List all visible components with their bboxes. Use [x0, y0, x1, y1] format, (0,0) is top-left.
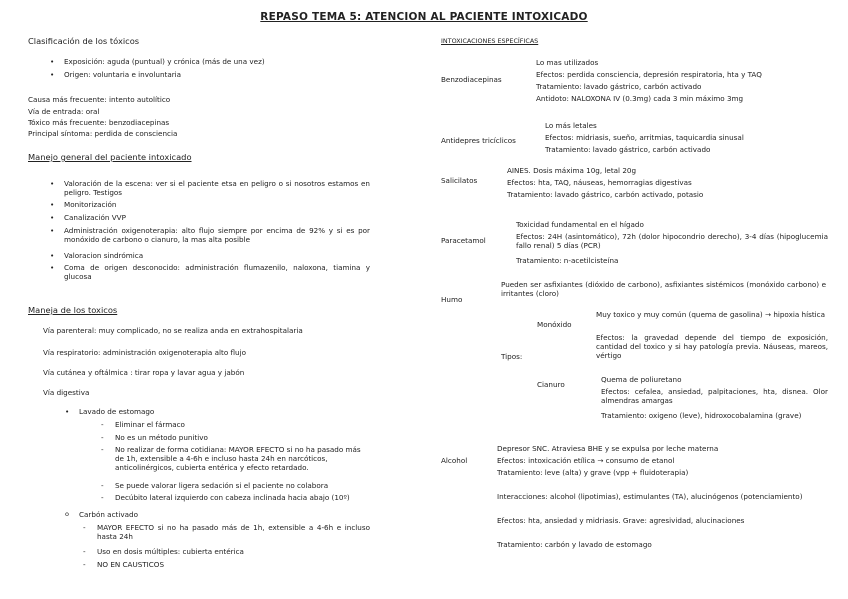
clasificacion-bullet: • Exposición: aguda (puntual) y crónica (más de una vez)	[64, 57, 265, 66]
salicilatos-line: Tratamiento: lavado gástrico, carbón activado, potasio	[507, 190, 704, 199]
paracetamol-line: Efectos: 24H (asintomático), 72h (dolor hipocondrio derecho), 3-4 días (hipoglucemia fallo renal) 5 días (PCR)	[516, 232, 828, 250]
monoxido-line: Muy toxico y muy común (quema de gasolina) → hipoxia hística	[596, 310, 826, 319]
salicilatos-line: Efectos: hta, TAQ, náuseas, hemorragias digestivas	[507, 178, 692, 187]
lavado-item: - Se puede valorar ligera sedación si el paciente no colabora	[115, 481, 328, 490]
antidep-line: Lo más letales	[545, 121, 597, 130]
clasificacion-bullet: • Origen: voluntaria e involuntaria	[64, 70, 181, 79]
lavado-item: - Decúbito lateral izquierdo con cabeza inclinada hacia abajo (10º)	[115, 493, 350, 502]
antidep-line: Efectos: midriasis, sueño, arritmias, taquicardia sinusal	[545, 133, 744, 142]
carbon-item: - Uso en dosis múltiples: cubierta entérica	[97, 547, 244, 556]
salicilatos-label: Salicilatos	[441, 176, 478, 185]
lavado-item: - No realizar de forma cotidiana: MAYOR EFECTO si no ha pasado más de 1h, extensible a 4-6h e incluso hasta 24h en narcóticos, anticolinérgicos, cubierta entérica y efecto retardado.	[115, 445, 370, 472]
manejo-bullet: • Monitorización	[64, 200, 116, 209]
via-respiratoria: Vía respiratorio: administración oxigenoterapia alto flujo	[43, 348, 246, 357]
manejo-bullet: • Coma de origen desconocido: administración flumazenilo, naloxona, tiamina y glucosa	[64, 263, 370, 281]
specific-heading: INTOXICACIONES ESPECÍFICAS	[441, 37, 539, 45]
carbon-label: o Carbón activado	[79, 510, 138, 519]
via-cutanea: Vía cutánea y oftálmica : tirar ropa y lavar agua y jabón	[43, 368, 245, 377]
carbon-item: - MAYOR EFECTO si no ha pasado más de 1h, extensible a 4-6h e incluso hasta 24h	[97, 523, 370, 541]
salicilatos-line: AINES. Dosis máxima 10g, letal 20g	[507, 166, 637, 175]
toxico-line: Tóxico más frecuente: benzodiacepinas	[28, 118, 170, 127]
humo-tipos: Tipos:	[501, 352, 523, 361]
paracetamol-label: Paracetamol	[441, 236, 486, 245]
via-line: Vía de entrada: oral	[28, 107, 100, 116]
cianuro-line: Quema de poliuretano	[601, 375, 682, 384]
alcohol-line: Efectos: intoxicación etílica → consumo de etanol	[497, 456, 675, 465]
lavado-item: - Eliminar el fármaco	[115, 420, 185, 429]
benzo-label: Benzodiacepinas	[441, 75, 502, 84]
clasificacion-heading: Clasificación de los tóxicos	[28, 36, 140, 46]
monoxido-label: Monóxido	[537, 320, 572, 329]
cianuro-line: Tratamiento: oxigeno (leve), hidroxocobalamina (grave)	[601, 411, 802, 420]
benzo-line: Antidoto: NALOXONA IV (0.3mg) cada 3 min máximo 3mg	[536, 94, 744, 103]
benzo-line: Tratamiento: lavado gástrico, carbón activado	[536, 82, 702, 91]
alcohol-line: Efectos: hta, ansiedad y midriasis. Grave: agresividad, alucinaciones	[497, 516, 745, 525]
manejo-bullet: • Canalización VVP	[64, 213, 126, 222]
alcohol-line: Tratamiento: carbón y lavado de estomago	[497, 540, 652, 549]
lavado-item: - No es un método punitivo	[115, 433, 208, 442]
antidep-label: Antidepres tricíclicos	[441, 136, 516, 145]
benzo-line: Lo mas utilizados	[536, 58, 599, 67]
alcohol-line: Interacciones: alcohol (lipotimias), estimulantes (TA), alucinógenos (potenciamiento)	[497, 492, 803, 501]
manejo-bullet: • Administración oxigenoterapia: alto flujo siempre por encima de 92% y si es por monóxido de carbono o cianuro, la mas alta posible	[64, 226, 370, 244]
manejo-general-heading: Manejo general del paciente intoxicado	[28, 152, 192, 162]
cianuro-line: Efectos: cefalea, ansiedad, palpitaciones, hta, disnea. Olor almendras amargas	[601, 387, 828, 405]
causa-line: Causa más frecuente: intento autolítico	[28, 95, 171, 104]
via-digestiva: Vía digestiva	[43, 388, 90, 397]
lavado-label: • Lavado de estomago	[79, 407, 154, 416]
cianuro-label: Cianuro	[537, 380, 565, 389]
sintoma-line: Principal síntoma: perdida de consciencia	[28, 129, 178, 138]
alcohol-label: Alcohol	[441, 456, 468, 465]
antidep-line: Tratamiento: lavado gástrico, carbón activado	[545, 145, 711, 154]
benzo-line: Efectos: perdida consciencia, depresión respiratoria, hta y TAQ	[536, 70, 762, 79]
alcohol-line: Depresor SNC. Atraviesa BHE y se expulsa por leche materna	[497, 444, 719, 453]
page-title: REPASO TEMA 5: ATENCION AL PACIENTE INTOXICADO	[260, 11, 588, 23]
paracetamol-line: Toxicidad fundamental en el hígado	[516, 220, 644, 229]
manejo-bullet: • Valoración de la escena: ver si el paciente etsa en peligro o si nosotros estamos en peligro. Testigos	[64, 179, 370, 197]
manejo-toxicos-heading: Maneja de los toxicos	[28, 305, 118, 315]
monoxido-line: Efectos: la gravedad depende del tiempo de exposición, cantidad del toxico y si hay patología previa. Náuseas, mareos, vértigo	[596, 333, 828, 360]
via-parenteral: Vía parenteral: muy complicado, no se realiza anda en extrahospitalaria	[43, 326, 303, 335]
humo-intro: Pueden ser asfixiantes (dióxido de carbono), asfixiantes sistémicos (monóxido carbono) e irritantes (cloro)	[501, 280, 826, 298]
paracetamol-line: Tratamiento: n-acetilcisteína	[516, 256, 619, 265]
alcohol-line: Tratamiento: leve (alta) y grave (vpp + fluidoterapia)	[497, 468, 689, 477]
carbon-item: - NO EN CAUSTICOS	[97, 560, 164, 569]
humo-label: Humo	[441, 295, 463, 304]
manejo-bullet: • Valoracion sindrómica	[64, 251, 143, 260]
